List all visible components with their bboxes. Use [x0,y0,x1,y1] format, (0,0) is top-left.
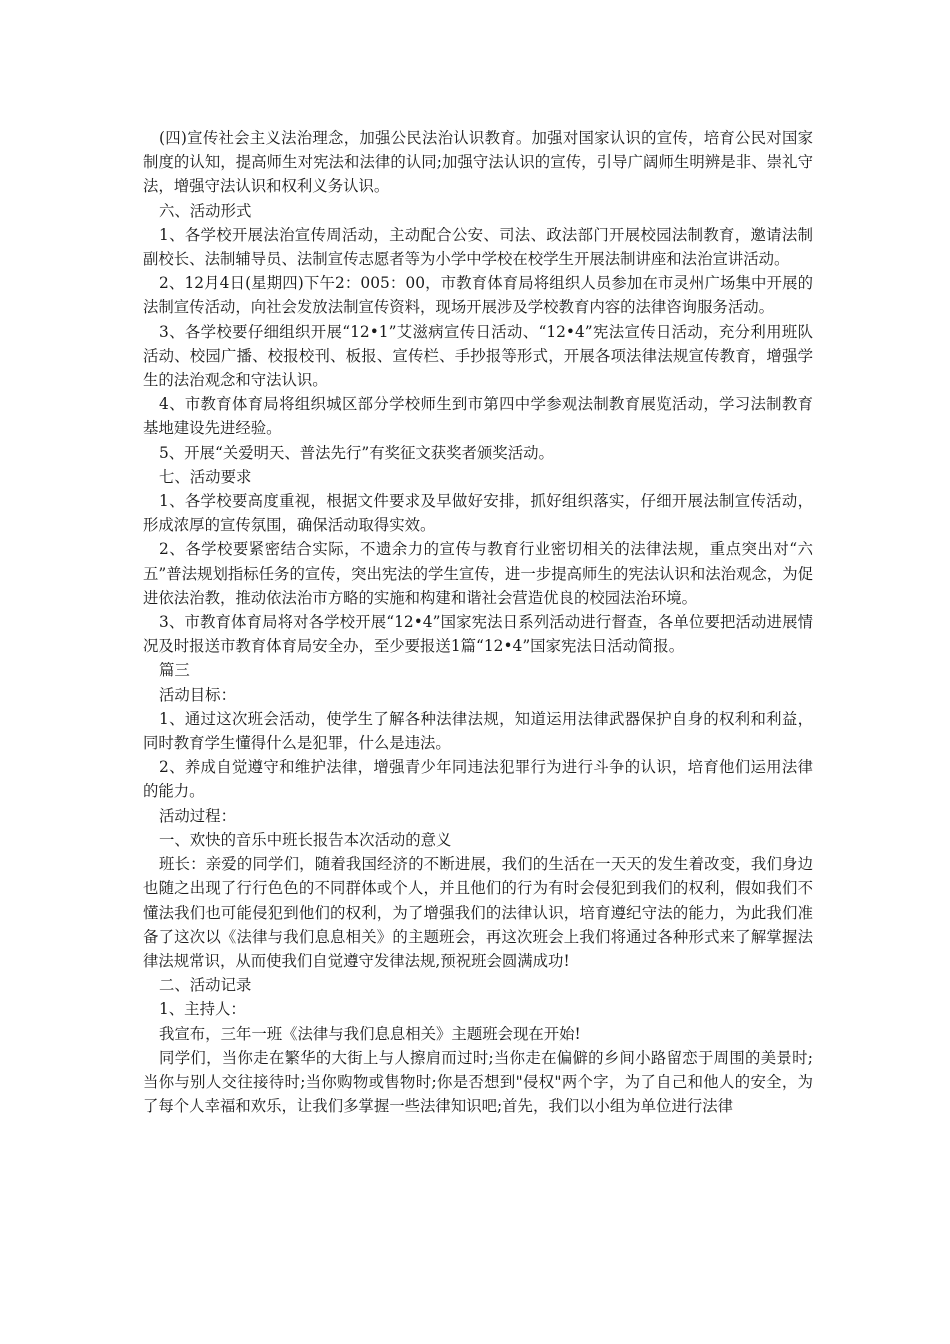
paragraph-host: 1、主持人： [159,1000,246,1019]
paragraph-process-1: 一、欢快的音乐中班长报告本次活动的意义 [159,830,452,849]
paragraph-form-2: 2、12月4日(星期四)下午2：005：00，市教育体育局将组织人员参加在市灵州广场集中开展的法制宣传活动，向社会发放法制宣传资料，现场开展涉及学校教育内容的法律咨询服务活动。 [143,274,813,317]
paragraph-goal-1: 1、通过这次班会活动，使学生了解各种法律法规，知道运用法律武器保护自身的权利和利益，同时教育学生懂得什么是犯罪，什么是违法。 [143,709,813,753]
document-body [143,126,813,1118]
paragraph-form-5: 5、开展“关爱明天、普法先行”有奖征文获奖者颁奖活动。 [159,443,554,462]
heading-activity-forms: 六、活动形式 [159,201,252,220]
paragraph-section-4-promotion: (四)宣传社会主义法治理念，加强公民法治认识教育。加强对国家认识的宣传，培育公民对国家制度的认知，提高师生对宪法和法律的认同;加强守法认识的宣传，引导广阔师生明辨是非、崇礼守法，增强守法认识和权利义务认识。 [143,129,813,196]
paragraph-requirement-1: 1、各学校要高度重视，根据文件要求及早做好安排，抓好组织落实，仔细开展法制宣传活动，形成浓厚的宣传氛围，确保活动取得实效。 [143,492,813,535]
heading-activity-goals: 活动目标： [159,685,236,704]
heading-activity-requirements: 七、活动要求 [159,467,252,486]
heading-part-three: 篇三 [159,661,190,680]
paragraph-form-4: 4、市教育体育局将组织城区部分学校师生到市第四中学参观法制教育展览活动，学习法制教育基地建设先进经验。 [143,395,813,438]
paragraph-announcement: 我宣布，三年一班《法律与我们息息相关》主题班会现在开始! [159,1024,581,1043]
paragraph-monitor-speech: 班长：亲爱的同学们，随着我国经济的不断进展，我们的生活在一天天的发生着改变，我们身边也随之出现了行行色色的不同群体或个人，并且他们的行为有时会侵犯到我们的权利，假如我们不懂法我们也可能侵犯到他们的权利，为了增强我们的法律认识，培育遵纪守法的能力，为此我们准备了这次以《法律与我们息息相关》的主题班会，再这次班会上我们将通过各种形式来了解掌握法律法规常识，从而使我们自觉遵守发律法规,预祝班会圆满成功! [143,855,813,970]
heading-activity-record: 二、活动记录 [159,976,252,995]
paragraph-form-3: 3、各学校要仔细组织开展“12•1”艾滋病宣传日活动、“12•4”宪法宣传日活动，充分利用班队活动、校园广播、校报校刊、板报、宣传栏、手抄报等形式，开展各项法律法规宣传教育，增强学生的法治观念和守法认识。 [143,322,813,390]
paragraph-host-speech: 同学们，当你走在繁华的大街上与人擦肩而过时;当你走在偏僻的乡间小路留恋于周围的美景时;当你与别人交往接待时;当你购物或售物时;你是否想到"侵权"两个字，为了自己和他人的安全，为了每个人幸福和欢乐，让我们多掌握一些法律知识吧;首先，我们以小组为单位进行法律 [143,1048,813,1116]
paragraph-requirement-2: 2、各学校要紧密结合实际，不遗余力的宣传与教育行业密切相关的法律法规，重点突出对“六五”普法规划指标任务的宣传，突出宪法的学生宣传，进一步提高师生的宪法认识和法治观念，为促进依法治教，推动依法治市方略的实施和构建和谐社会营造优良的校园法治环境。 [143,540,813,607]
paragraph-form-1: 1、各学校开展法治宣传周活动，主动配合公安、司法、政法部门开展校园法制教育，邀请法制副校长、法制辅导员、法制宣传志愿者等为小学中学校在校学生开展法制讲座和法治宣讲活动。 [143,225,813,269]
paragraph-requirement-3: 3、市教育体育局将对各学校开展“12•4”国家宪法日系列活动进行督查，各单位要把活动进展情况及时报送市教育体育局安全办，至少要报送1篇“12•4”国家宪法日活动简报。 [143,613,813,656]
heading-activity-process: 活动过程： [159,806,236,825]
paragraph-goal-2: 2、养成自觉遵守和维护法律，增强青少年同违法犯罪行为进行斗争的认识，培育他们运用法律的能力。 [143,758,813,801]
